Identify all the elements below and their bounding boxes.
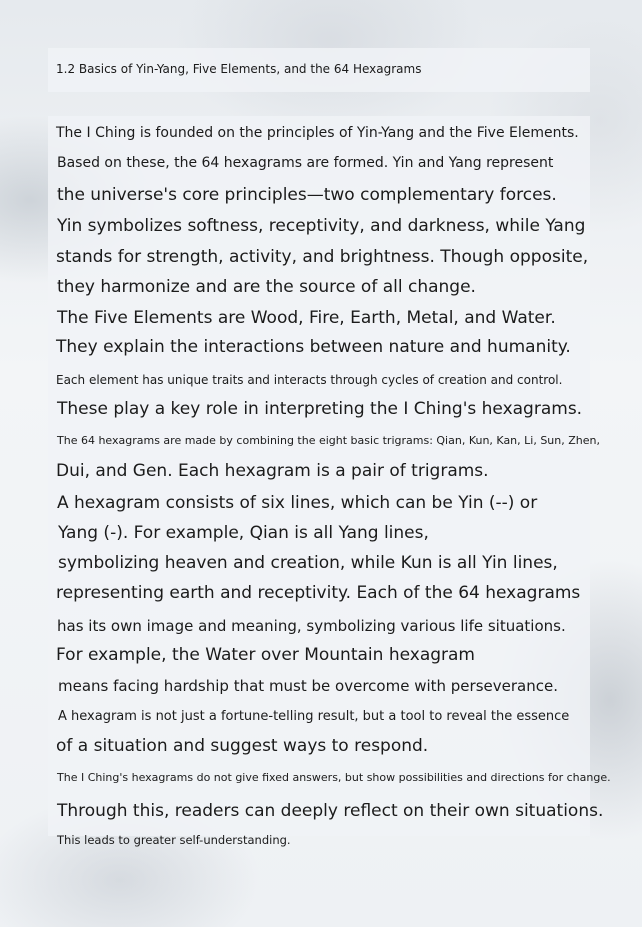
text-line: The Five Elements are Wood, Fire, Earth, Metal, and Water. <box>57 308 556 328</box>
text-line: A hexagram is not just a fortune-telling result, but a tool to reveal the essence <box>58 709 570 724</box>
text-line: Each element has unique traits and interacts through cycles of creation and control. <box>56 373 563 387</box>
text-line: Based on these, the 64 hexagrams are formed. Yin and Yang represent <box>57 155 554 171</box>
text-line: Dui, and Gen. Each hexagram is a pair of trigrams. <box>56 461 489 481</box>
text-line: These play a key role in interpreting the I Ching's hexagrams. <box>57 399 583 419</box>
text-line: The 64 hexagrams are made by combining the eight basic trigrams: Qian, Kun, Kan, Li, Sun, Zhen, <box>57 434 600 447</box>
section-title: 1.2 Basics of Yin-Yang, Five Elements, and the 64 Hexagrams <box>56 62 422 76</box>
text-line: Yang (-). For example, Qian is all Yang lines, <box>58 523 429 543</box>
text-line: They explain the interactions between nature and humanity. <box>56 337 571 357</box>
text-line: means facing hardship that must be overcome with perseverance. <box>58 677 558 695</box>
text-line: For example, the Water over Mountain hexagram <box>56 645 475 665</box>
text-line: This leads to greater self-understanding. <box>57 833 291 847</box>
text-line: they harmonize and are the source of all change. <box>57 277 476 297</box>
text-line: symbolizing heaven and creation, while Kun is all Yin lines, <box>58 553 558 573</box>
text-line: Through this, readers can deeply reflect on their own situations. <box>57 801 604 821</box>
text-line: A hexagram consists of six lines, which can be Yin (--) or <box>57 493 538 513</box>
text-line: has its own image and meaning, symbolizing various life situations. <box>57 617 566 635</box>
text-line: of a situation and suggest ways to respond. <box>56 736 429 756</box>
text-line: The I Ching is founded on the principles of Yin-Yang and the Five Elements. <box>56 125 579 141</box>
text-line: stands for strength, activity, and brightness. Though opposite, <box>56 247 589 267</box>
text-line: Yin symbolizes softness, receptivity, and darkness, while Yang <box>57 216 586 236</box>
text-line: The I Ching's hexagrams do not give fixed answers, but show possibilities and directions for change. <box>57 771 611 784</box>
text-line: representing earth and receptivity. Each of the 64 hexagrams <box>56 583 581 603</box>
text-line: the universe's core principles—two complementary forces. <box>57 185 557 205</box>
